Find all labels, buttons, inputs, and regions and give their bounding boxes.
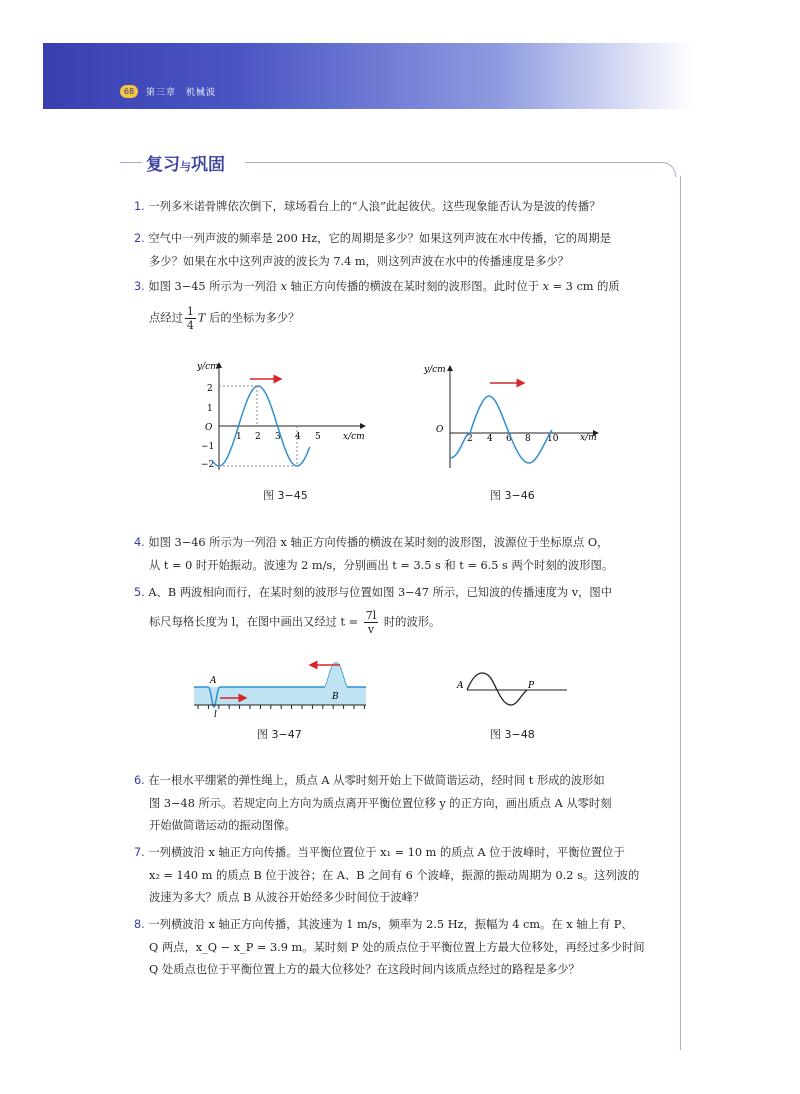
x-tick-label: 2 xyxy=(255,432,261,442)
question-2: 2. 空气中一列声波的频率是 200 Hz，它的周期是多少？如果这列声波在水中传播，它的周期是 多少？如果在水中这列声波的波长为 7.4 m，则这列声波在水中的传播速度是多少？ xyxy=(134,232,611,268)
x-axis-label: x/cm xyxy=(343,432,365,442)
origin-label: O xyxy=(205,423,213,433)
y-tick-label: −1 xyxy=(201,442,215,452)
question-3: 3. 如图 3−45 所示为一列沿 x 轴正方向传播的横波在某时刻的波形图。此时位于 x = 3 cm 的质 点经过 $\frac{1}{4}$ T 后的坐标为多少？ xyxy=(134,280,620,332)
chapter-banner xyxy=(43,43,693,109)
ruler-ticks xyxy=(198,705,364,709)
wave-curve xyxy=(467,673,527,705)
rope-medium xyxy=(194,687,366,705)
figure-3-45 xyxy=(195,355,375,480)
pulse-b xyxy=(324,663,348,687)
label-a: A xyxy=(457,681,464,691)
x-tick-label: 3 xyxy=(275,432,281,442)
figure-caption: 图 3−45 xyxy=(263,489,308,502)
y-axis-label: y/cm xyxy=(424,365,446,375)
label-p: P xyxy=(528,681,535,691)
y-tick-label: 1 xyxy=(207,404,213,414)
x-tick-label: 8 xyxy=(525,434,531,444)
figure-3-47 xyxy=(190,655,370,720)
section-title: 复习与巩固 xyxy=(146,155,225,175)
x-tick-label: 2 xyxy=(467,434,473,444)
question-4: 4. 如图 3−46 所示为一列沿 x 轴正方向传播的横波在某时刻的波形图，波源位于坐标原点 O， 从 t = 0 时开始振动。波速为 2 m/s，分别画出 t = 3.5 s 和 t = 6.5 s 两个时刻的波形图。 xyxy=(134,536,614,572)
section-rule-left xyxy=(120,162,142,163)
section-frame xyxy=(245,162,676,177)
y-tick-label: 2 xyxy=(207,384,213,394)
question-7: 7. 一列横波沿 x 轴正方向传播。当平衡位置位于 x₁ = 10 m 的质点 A 位于波峰时，平衡位置位于 x₂ = 140 m 的质点 B 位于波谷；在 A、B 之间有 6 个波峰，振源的振动周期为 0.2 s。这列波的 波速为多大？质点 B 从波谷开始经多少时间位于波峰？ xyxy=(134,846,640,905)
x-tick-label: 4 xyxy=(295,432,301,442)
figure-caption: 图 3−48 xyxy=(490,728,535,741)
x-tick-label: 10 xyxy=(547,434,559,444)
question-1: 1. 一列多米诺骨牌依次倒下，球场看台上的“人浪”此起彼伏。这些现象能否认为是波的传播？ xyxy=(134,200,601,213)
chapter-title: 第三章 机械波 xyxy=(146,88,217,98)
x-tick-label: 6 xyxy=(506,434,512,444)
figure-3-46 xyxy=(420,358,610,478)
y-axis-label: y/cm xyxy=(197,362,219,372)
label-b: B xyxy=(332,692,339,702)
question-5: 5. A、B 两波相向而行，在某时刻的波形与位置如图 3−47 所示，已知波的传播速度为 v，图中 标尺每格长度为 l，在图中画出又经过 t = $\frac{7l}{v}$ 时的波形。 xyxy=(134,586,613,636)
question-8: 8. 一列横波沿 x 轴正方向传播，其波速为 1 m/s，频率为 2.5 Hz，振幅为 4 cm。在 x 轴上有 P、 Q 两点，x_Q − x_P = 3.9 m。某时刻 P 处的质点位于平衡位置上方最大位移处，再经过多少时间 Q 处质点也位于平衡位置上方的最大位移处？在这段时间内该质点经过的路程是多少？ xyxy=(134,918,645,977)
figure-caption: 图 3−47 xyxy=(257,728,302,741)
label-a: A xyxy=(210,676,217,686)
figure-3-48 xyxy=(455,665,570,713)
origin-label: O xyxy=(436,425,444,435)
figure-caption: 图 3−46 xyxy=(490,489,535,502)
y-tick-label: −2 xyxy=(201,460,215,470)
label-l: l xyxy=(214,710,217,720)
x-tick-label: 5 xyxy=(315,432,321,442)
page-number: 68 xyxy=(120,85,138,98)
x-tick-label: 1 xyxy=(236,432,242,442)
section-frame-right xyxy=(680,176,681,1050)
question-6: 6. 在一根水平绷紧的弹性绳上，质点 A 从零时刻开始上下做简谐运动，经时间 t 形成的波形如 图 3−48 所示。若规定向上方向为质点离开平衡位置位移 y 的正方向，画出质点 A 从零时刻 开始做简谐运动的振动图像。 xyxy=(134,774,612,833)
wave-curve xyxy=(450,396,552,463)
x-axis-label: x/m xyxy=(580,433,597,443)
x-tick-label: 4 xyxy=(487,434,493,444)
